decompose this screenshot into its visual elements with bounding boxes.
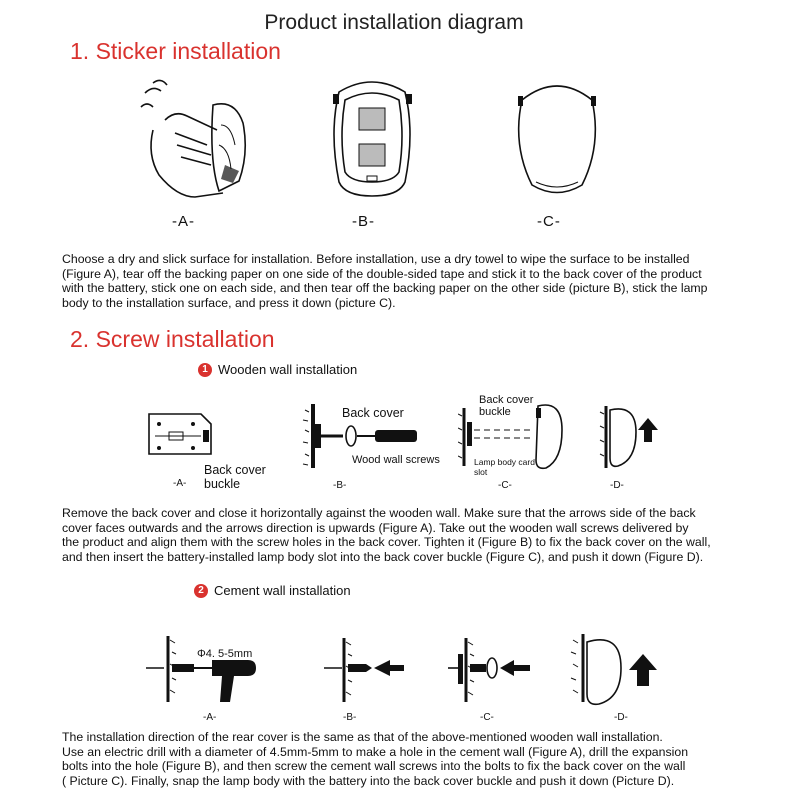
wooden-figure-d-label: -D- bbox=[610, 480, 624, 491]
wooden-wall-subheading bbox=[198, 362, 357, 377]
sticker-figure-b-illustration bbox=[325, 72, 420, 202]
cement-wall-title: Cement wall installation bbox=[214, 583, 351, 598]
cement-instructions-line: ( Picture C). Finally, snap the lamp body with the battery into the back cover buckle and push it down (Picture D). bbox=[62, 773, 675, 788]
screw-installation-heading: 2. Screw installation bbox=[70, 326, 275, 352]
cement-figure-b-illustration bbox=[318, 632, 408, 707]
lamp-body-slot-callout: Lamp body card slot bbox=[474, 457, 535, 477]
drill-diameter-callout: Φ4. 5-5mm bbox=[197, 648, 253, 660]
cement-figure-c-label: -C- bbox=[480, 712, 494, 723]
sticker-figure-a-label: -A- bbox=[172, 213, 195, 230]
cement-instructions-line: bolts into the hole (Figure B), and then screw the cement wall screws into the bolts to fix the back cover on the wall bbox=[62, 759, 686, 774]
back-cover-callout: Back cover bbox=[342, 406, 404, 420]
back-cover-buckle-callout bbox=[204, 463, 280, 491]
wooden-instructions-line: Remove the back cover and close it horizontally against the wooden wall. Make sure that the arrows side of the back bbox=[62, 506, 696, 520]
sticker-figure-a-illustration bbox=[135, 75, 255, 205]
back-cover-buckle-text: Back cover buckle bbox=[204, 463, 266, 491]
wood-wall-screws-callout: Wood wall screws bbox=[352, 454, 440, 466]
cement-figure-a-illustration bbox=[142, 630, 267, 710]
sticker-instructions-line: with the battery, stick one on each side, and then tear off the backing paper on the other side (picture B), stick the lamp bbox=[62, 281, 708, 296]
step-number-badge: 1 bbox=[198, 363, 212, 377]
wooden-instructions-line: cover faces outwards and the arrows direction is upwards (Figure A). Take out the wooden wall screws delivered by bbox=[62, 520, 689, 535]
cement-wall-subheading bbox=[194, 583, 351, 598]
page-title: Product installation diagram bbox=[264, 11, 524, 34]
cement-instructions-line: The installation direction of the rear cover is the same as that of the above-mentioned wooden wall installation. bbox=[62, 730, 663, 744]
wooden-figure-c-label: -C- bbox=[498, 480, 512, 491]
sticker-installation-heading: 1. Sticker installation bbox=[70, 38, 281, 64]
cement-instructions-line: Use an electric drill with a diameter of 4.5mm-5mm to make a hole in the cement wall (Figure A), drill the expansion bbox=[62, 744, 689, 759]
sticker-instructions-line: Choose a dry and slick surface for installation. Before installation, use a dry towel to wipe the surface to be installed bbox=[62, 252, 690, 266]
wooden-instructions-line: the product and align them with the screw holes in the back cover. Tighten it (Figure B) to fix the back cover on the wall, bbox=[62, 535, 711, 550]
wooden-instructions-line: and then insert the battery-installed lamp body slot into the back cover buckle (Figure C), and push it down (Figure D). bbox=[62, 549, 704, 564]
wooden-instructions bbox=[62, 506, 772, 564]
wooden-figure-a-label: -A- bbox=[173, 478, 187, 489]
sticker-figure-c-illustration bbox=[510, 70, 605, 205]
cement-instructions bbox=[62, 730, 782, 788]
sticker-instructions bbox=[62, 252, 762, 310]
cement-figure-d-illustration bbox=[565, 630, 670, 710]
cement-figure-d-label: -D- bbox=[614, 712, 628, 723]
sticker-figure-b-label: -B- bbox=[352, 213, 375, 230]
wooden-figure-d-illustration bbox=[598, 400, 668, 475]
wooden-wall-title: Wooden wall installation bbox=[218, 362, 358, 377]
sticker-instructions-line: body to the installation surface, and press it down (picture C). bbox=[62, 295, 396, 310]
cement-figure-b-label: -B- bbox=[343, 712, 357, 723]
wooden-figure-b-label: -B- bbox=[333, 480, 347, 491]
step-number-badge: 2 bbox=[194, 584, 208, 598]
cement-figure-c-illustration bbox=[448, 632, 538, 707]
sticker-instructions-line: (Figure A), tear off the backing paper on one side of the double-sided tape and stick it to the back cover of the product bbox=[62, 266, 702, 281]
back-cover-buckle-c-callout: Back cover buckle bbox=[479, 394, 534, 418]
sticker-figure-c-label: -C- bbox=[537, 213, 561, 230]
cement-figure-a-label: -A- bbox=[203, 712, 217, 723]
wooden-figure-a-illustration bbox=[145, 408, 215, 463]
